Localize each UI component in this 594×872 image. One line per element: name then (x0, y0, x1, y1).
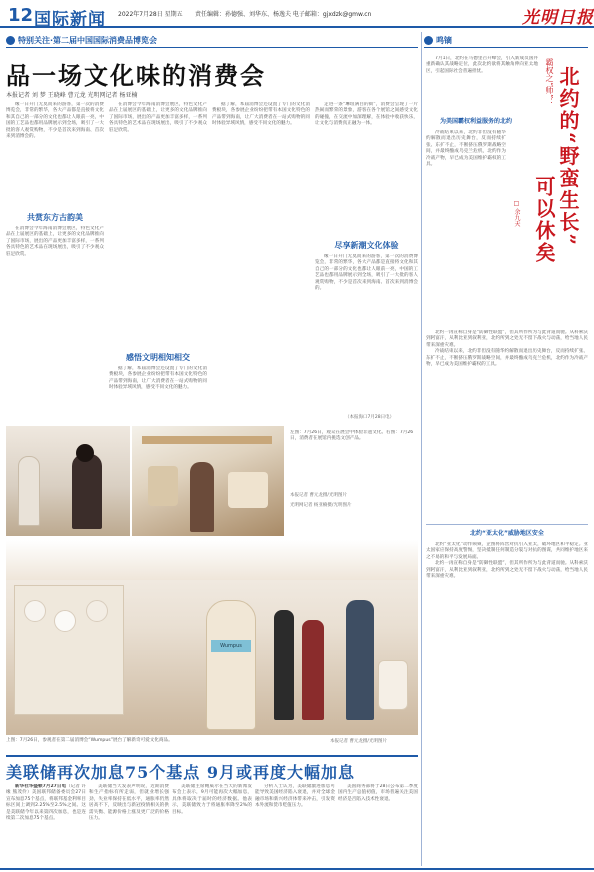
issue-date: 2022年7月28日 星期五 (118, 11, 183, 18)
section-title: 国际新闻 (34, 10, 106, 30)
bottom-paragraph: 分析人士认为，美联储激进加息可能导致美国经济陷入衰退，并对全球金融市场和新兴经济体带来冲击，引发资本外流和货币贬值压力。 (255, 784, 335, 809)
commentary-paragraph: 北约一再宣称自身是“防御性联盟”，但其所作所为与此背道而驰。从科索沃到阿富汗，从利比亚到叙利亚，北约所到之处无不留下战火与动荡，给当地人民带来深重灾难。 (426, 561, 588, 580)
bottom-paragraph: （记者 许缘 熊茂伶）美国联邦储备委员会27日宣布加息75个基点，将联邦基金利率目标区间上调到2.25%至2.5%之间。这是美联储今年以来第四次加息，也是连续第二次加息75个基点。 (6, 784, 86, 822)
bullet-icon (6, 36, 15, 45)
plush-toy-icon (86, 600, 108, 622)
commentary-subhead-1: 为美国霸权利益服务的北约 (439, 118, 512, 125)
feature-paragraph: 据了解，本届消博会还设置了专门的文化消费板块，各参展企业纷纷把带有本国文化特色的产品带到海南，让广大消费者在一站式购物的同时体验异域风情，感受不同文化的魅力。 (212, 102, 310, 127)
feature-subhead-1: 共赏东方古韵美 (27, 213, 83, 222)
footer-rule (0, 868, 594, 870)
commentary-intro (426, 56, 538, 104)
feature-paragraph: 缘一日开门无莫而来的游客，第一次的消费博览会，非常的繁华，各大产品都是直接将文化和其自己的一部分的文化也都让人眼前一亮，中国的工艺品也都用品牌展示到全场，吸引了一大批的客人观赏购物，不少是首次来到海南、首次来到消博会的。 (315, 254, 418, 292)
bottom-photo-caption: 上图：7月26日，参观者在第二届消博会“Wumpus”展台了解新奇可爱文化商品。 (6, 738, 173, 743)
photo-wumpus-booth (6, 540, 418, 735)
feature-col-4 (315, 102, 418, 232)
feature-col-4b (315, 254, 418, 414)
person-figure (72, 454, 102, 529)
person-figure (302, 620, 324, 720)
feature-dateline: （本报海口7月28日电） (345, 415, 395, 420)
bullet-icon (424, 36, 433, 45)
feature-col-3 (212, 102, 310, 422)
mid-photo-credit-2: 光明网记者 杨亚楠摄/光明图片 (290, 503, 352, 508)
bottom-photo-credit: 本报记者 曹元龙摄/光明图片 (330, 739, 387, 744)
mid-photo-caption: 左图：7月26日，观众在展会中体验非遗文化。右图：7月26日，消费者在展馆内挑选文创产品。 (290, 430, 414, 442)
person-figure (190, 462, 214, 532)
feature-col-1 (6, 102, 104, 204)
bottom-paragraph: 美国商务部将于28日公布第二季度国内生产总值初值，市场普遍关注美国经济是否陷入技术性衰退。 (338, 784, 418, 802)
feature-paragraph: 走进一条“琳琅满目的街”，消费会呈现了一片热闹而繁荣的景象，游客在各个展馆之间感受文化的碰撞，在交流中加深理解，在体验中收获快乐，让文化与消费真正融为一体。 (315, 102, 418, 127)
bottom-paragraph: 美联储当天发表声明说，近期消费和生产指标有所走弱，但就业增长强劲，失业率保持在低水平，通胀率仍然居高不下，反映出与新冠疫情相关的供需失衡、能源价格上涨及更广泛的价格压力。 (89, 784, 169, 822)
photo-booth-visitors (6, 426, 130, 536)
feature-paragraph: 缘一日开门无莫而来的游客，第一次的消费博览会，非常的繁华，各大产品都是直接将文化和其自己的一部分的文化也都让人眼前一亮，中国的工艺品也都用品牌展示到全场，吸引了一大批的客人观赏购物，不少是首次来到海南、首次来到消博会的。 (6, 102, 104, 140)
divider (6, 47, 418, 48)
display-case (148, 466, 178, 506)
bottom-col-2 (89, 784, 169, 866)
photo-cultural-shop (132, 426, 284, 536)
commentary-title-2: 可以休矣 (532, 176, 556, 264)
alpaca-mascot (206, 600, 256, 730)
bottom-col-4 (255, 784, 335, 866)
commentary-paragraph: 冷战结束以来，北约非但没有随华约解散而退出历史舞台，反而持续扩张、东扩不止，不断挤压俄罗斯战略空间，并最终酿成乌克兰危机，北约作为冷战产物，早已成为美国维护霸权的工具。 (426, 130, 506, 168)
mid-photo-credit-1: 本报记者 曹元龙摄/光明图片 (290, 493, 347, 498)
shelf (142, 436, 272, 444)
bottom-paragraph: 美联储主席鲍威尔在当天的新闻发布会上表示，9月可能再次大幅加息，具体将取决于届时的经济数据。他表示，美联储致力于将通胀率降至2%的目标。 (172, 784, 252, 815)
person-figure (18, 456, 40, 526)
commentary-col-1 (426, 130, 506, 326)
commentary-col-3 (426, 542, 588, 864)
divider (426, 524, 588, 525)
commentary-kicker: 霸权之“师”： (545, 58, 554, 107)
divider (424, 47, 588, 48)
commentary-tag-label: 鸣镝 (436, 35, 452, 45)
commentary-paragraph: 冷战结束以来，北约非但没有随华约解散而退出历史舞台，反而持续扩张、东扩不止，不断挤压俄罗斯战略空间，并最终酿成乌克兰危机，北约作为冷战产物，早已成为美国维护霸权的工具。 (426, 349, 588, 368)
plush-toy-icon (24, 600, 46, 622)
feature-paragraph: 据了解，本届消博会还设置了专门的文化消费板块，各参展企业纷纷把带有本国文化特色的产品带到海南，让广大消费者在一站式购物的同时体验异域风情，感受不同文化的魅力。 (109, 366, 207, 391)
feature-col-2b (109, 366, 207, 422)
divider (6, 755, 418, 757)
feature-tag (6, 32, 157, 48)
commentary-paragraph: 北约一再宣称自身是“防御性联盟”，但其所作所为与此背道而驰。从科索沃到阿富汗，从利比亚到叙利亚，北约所到之处无不留下战火与动荡，给当地人民带来深重灾难。 (426, 330, 588, 348)
commentary-subhead-2: 北约“亚太化”威胁地区安全 (470, 530, 544, 537)
feature-subhead-2: 感悟文明相知相交 (126, 353, 190, 362)
commentary-col-2 (426, 330, 588, 520)
booth-ceiling (6, 540, 418, 580)
bottom-col-3 (172, 784, 252, 866)
column-divider (421, 32, 422, 866)
commentary-paragraph: 7月1日，北约在马德里召开峰会，引入新成员国并重新确认其战略定位，此次北约欲将其触角伸向亚太地区，引起国际社会普遍担忧。 (426, 56, 538, 74)
display-case (228, 472, 268, 508)
plush-toy-icon (378, 660, 408, 710)
feature-col-2 (109, 102, 207, 332)
commentary-paragraph: 北约“亚太化”动作频频，企图将阵营对抗引入亚太，破坏地区和平稳定。亚太国家应保持高度警惕，坚决抵制任何制造分裂与对抗的图谋，共同维护地区来之不易的和平与发展局面。 (426, 542, 588, 560)
feature-paragraph: 在消博会今年海南消博会展区，特色文化产品在上届展区的基础上，让更多的文化品牌推向了国际市场，展出的产品更加丰富多样，一系列各具特色的艺术品在现场展出，吸引了不少观众驻足欣赏。 (6, 226, 104, 257)
bottom-col-1 (6, 784, 86, 866)
feature-headline: 品一场文化味的消费会 (6, 61, 266, 90)
person-figure (346, 600, 374, 720)
wumpus-sign: Wumpus (211, 640, 251, 652)
commentary-title: 北约的“野蛮生长” (556, 66, 580, 248)
bottom-col-5 (338, 784, 418, 866)
feature-paragraph: 在消博会今年海南消博会展区，特色文化产品在上届展区的基础上，让更多的文化品牌推向了国际市场，展出的产品更加丰富多样，一系列各具特色的艺术品在现场展出，吸引了不少观众驻足欣赏。 (109, 102, 207, 133)
newspaper-logo: 光明日报 (522, 8, 594, 28)
feature-tag-label: 特别关注·第二届中国国际消费品博览会 (18, 35, 158, 45)
person-figure (274, 610, 294, 720)
feature-subhead-3: 尽享新潮文化体验 (334, 241, 399, 250)
person-head (76, 444, 94, 462)
feature-col-1b (6, 226, 104, 422)
editors-line: 责任编辑：孙德强、刘华东、杨逸夫 电子邮箱：gjxdzk@gmw.cn (195, 11, 372, 18)
plush-toy-icon (54, 610, 76, 632)
commentary-author: □ 余九天 (513, 200, 520, 227)
page-number: 12 (8, 5, 34, 26)
bottom-headline: 美联储再次加息75个基点 9月或再度大幅加息 (6, 763, 355, 782)
commentary-tag (424, 32, 452, 48)
bottom-byline: 新华社华盛顿7月27日电 (15, 784, 67, 789)
feature-bylines: 本报记者 刘 梦 王晓峰 曹元龙 光明网记者 杨亚楠 (6, 92, 138, 99)
